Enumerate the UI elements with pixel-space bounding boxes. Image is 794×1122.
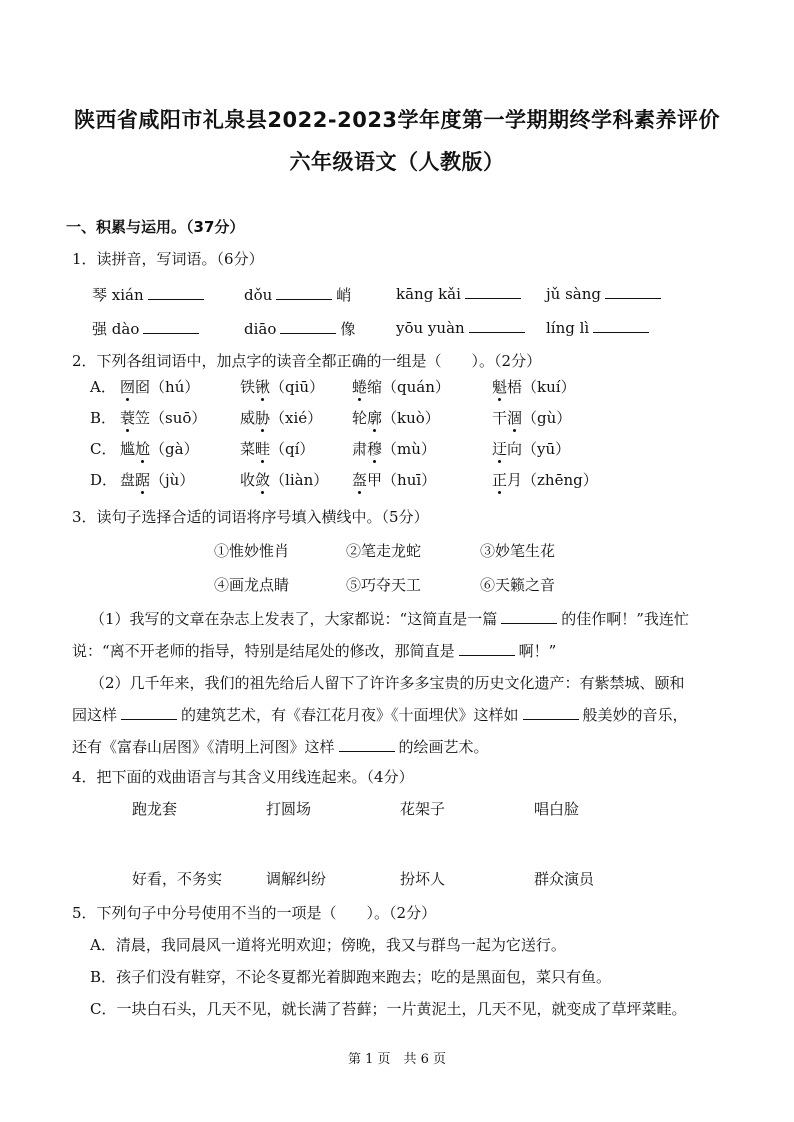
pinyin-item [396,318,529,337]
word-char: 尬 [135,440,151,458]
title-line-2: 六年级语文（人教版） [289,150,505,174]
sentence-text: 园这样 [72,706,118,724]
suffix-char: 像 [340,320,356,338]
sentence-text: 啊！” [518,642,557,660]
word-char: 向 [507,440,523,458]
pinyin-reading: （qí） [270,440,315,458]
option-label: D． [90,471,118,489]
option-word [352,438,436,459]
word-char: 廓 [367,409,383,427]
answer-blank[interactable] [469,318,525,333]
option-word [492,469,598,490]
word-option: ⑤巧夺天工 [346,576,422,594]
word-char: 蜷 [352,378,368,396]
option-word [120,469,194,490]
word-char: 囵 [135,378,151,396]
word-char: 尴 [120,440,136,458]
pinyin-item [546,284,665,303]
sentence-text: 般美妙的音乐， [582,706,688,724]
word-char: 敛 [255,471,271,489]
pinyin-reading: （mù） [382,440,436,458]
sentence-text: 的绘画艺术。 [398,738,489,756]
pinyin-item [244,284,351,305]
option-label: C． [90,440,117,458]
word-char: 囫 [120,378,136,396]
word-char: 肃 [352,440,368,458]
word-char: 锹 [255,378,271,396]
q3-sentence-2-cont [72,704,688,725]
option-word [240,438,314,459]
option-word [120,376,199,397]
word-char: 盘 [120,471,136,489]
answer-blank[interactable] [339,737,395,752]
q3-sentence-2-end [72,736,489,757]
answer-blank[interactable] [523,705,579,720]
q5-option-c: C．一块白石头，几天不见，就长满了苔藓；一片黄泥土，几天不见，就变成了草坪菜畦。 [90,1000,687,1018]
page-footer: 第 1 页 共 6 页 [347,1052,447,1067]
q5-option-b: B．孩子们没有鞋穿，不论冬夏都光着脚跑来跑去；吃的是黑面包，菜只有鱼。 [90,968,612,986]
opera-term[interactable]: 跑龙套 [132,800,178,818]
option-word [120,438,199,459]
pinyin: 强 dào [92,320,140,338]
word-char: 胁 [255,409,271,427]
option-word [240,407,322,428]
answer-blank[interactable] [501,609,557,624]
word-char: 威 [240,409,256,427]
suffix-char: 峭 [336,286,352,304]
opera-term[interactable]: 唱白脸 [534,800,580,818]
pinyin-item [92,284,208,305]
pinyin-reading: （xié） [270,409,323,427]
pinyin: kāng kǎi [396,285,461,303]
pinyin-reading: （hú） [150,378,200,396]
sentence-text: （1）我写的文章在杂志上发表了，大家都说：“这简直是一篇 [90,610,498,628]
word-char: 迂 [492,440,508,458]
option-label: A． [90,378,116,396]
pinyin-reading: （zhēng） [522,471,598,489]
sentence-text: 的建筑艺术，有《春江花月夜》《十面埋伏》这样如 [181,706,519,724]
word-option: ②笔走龙蛇 [346,542,422,560]
word-char: 菜 [240,440,256,458]
word-char: 正 [492,471,508,489]
term-meaning[interactable]: 群众演员 [534,870,595,888]
pinyin-reading: （gà） [150,440,199,458]
answer-blank[interactable] [143,319,199,334]
pinyin-reading: （gù） [522,409,572,427]
q4-stem: 4．把下面的戏曲语言与其含义用线连起来。（4分） [72,768,414,786]
pinyin: jǔ sàng [546,285,601,303]
q1-stem: 1．读拼音，写词语。（6分） [72,250,264,268]
option-word [492,376,576,397]
option-label: B． [90,409,117,427]
q2-stem: 2．下列各组词语中，加点字的读音全都正确的一组是（ ）。（2分） [72,352,542,370]
q5-stem: 5．下列句子中分号使用不当的一项是（ ）。（2分） [72,904,437,922]
sentence-text: 还有《富春山居图》《清明上河图》这样 [72,738,335,756]
answer-blank[interactable] [148,285,204,300]
pinyin-item [546,318,653,337]
title-line-1: 陕西省咸阳市礼泉县2022-2023学年度第一学期期终学科素养评价 [73,108,721,132]
word-char: 甲 [367,471,383,489]
pinyin-reading: （huī） [382,471,437,489]
pinyin-reading: （liàn） [270,471,329,489]
term-meaning[interactable]: 好看，不务实 [132,870,223,888]
term-meaning[interactable]: 调解纠纷 [266,870,327,888]
option-word [352,469,436,490]
word-char: 收 [240,471,256,489]
pinyin-reading: （jù） [150,471,195,489]
pinyin: líng lì [546,319,590,337]
sentence-text: 的佳作啊！”我连忙 [561,610,689,628]
q3-sentence-1 [90,608,689,629]
q3-sentence-2: （2）几千年来，我们的祖先给后人留下了许许多多宝贵的历史文化遗产：有紫禁城、颐和 [90,674,685,692]
word-char: 踞 [135,471,151,489]
pinyin: diāo [244,320,277,338]
answer-blank[interactable] [276,285,332,300]
opera-term[interactable]: 花架子 [400,800,446,818]
word-option: ⑥天籁之音 [480,576,556,594]
word-char: 铁 [240,378,256,396]
answer-blank[interactable] [459,641,515,656]
pinyin-reading: （quán） [382,378,450,396]
word-char: 蓑 [120,409,136,427]
pinyin-item [396,284,525,303]
word-char: 笠 [135,409,151,427]
word-char: 涸 [507,409,523,427]
option-word [120,407,206,428]
section-heading: 一、积累与运用。（37分） [66,218,245,236]
option-word [352,407,440,428]
word-char: 梧 [507,378,523,396]
pinyin-item [244,318,355,339]
pinyin-reading: （qiū） [270,378,325,396]
word-char: 畦 [255,440,271,458]
answer-blank[interactable] [593,318,649,333]
opera-term[interactable]: 打圆场 [266,800,312,818]
answer-blank[interactable] [605,284,661,299]
q3-sentence-1-cont [72,640,556,661]
pinyin-reading: （kuò） [382,409,440,427]
word-option: ①惟妙惟肖 [214,542,290,560]
answer-blank[interactable] [465,284,521,299]
word-char: 月 [507,471,523,489]
word-char: 穆 [367,440,383,458]
pinyin: 琴 xián [92,286,144,304]
pinyin: yōu yuàn [396,319,465,337]
q5-option-a: A．清晨，我同晨风一道将光明欢迎；傍晚，我又与群鸟一起为它送行。 [90,936,566,954]
answer-blank[interactable] [280,319,336,334]
sentence-text: 说：“离不开老师的指导，特别是结尾处的修改，那简直是 [72,642,455,660]
pinyin-item [92,318,203,339]
term-meaning[interactable]: 扮坏人 [400,870,446,888]
word-char: 缩 [367,378,383,396]
word-char: 轮 [352,409,368,427]
word-char: 盔 [352,471,368,489]
pinyin-reading: （suō） [150,409,207,427]
word-option: ④画龙点睛 [214,576,290,594]
option-word [240,376,324,397]
word-char: 干 [492,409,508,427]
answer-blank[interactable] [121,705,177,720]
option-word [492,438,570,459]
word-char: 魁 [492,378,508,396]
pinyin-reading: （kuí） [522,378,576,396]
option-word [240,469,328,490]
pinyin: dǒu [244,286,273,304]
option-word [352,376,450,397]
option-word [492,407,571,428]
q3-stem: 3．读句子选择合适的词语将序号填入横线中。（5分） [72,508,429,526]
word-option: ③妙笔生花 [480,542,556,560]
pinyin-reading: （yū） [522,440,571,458]
